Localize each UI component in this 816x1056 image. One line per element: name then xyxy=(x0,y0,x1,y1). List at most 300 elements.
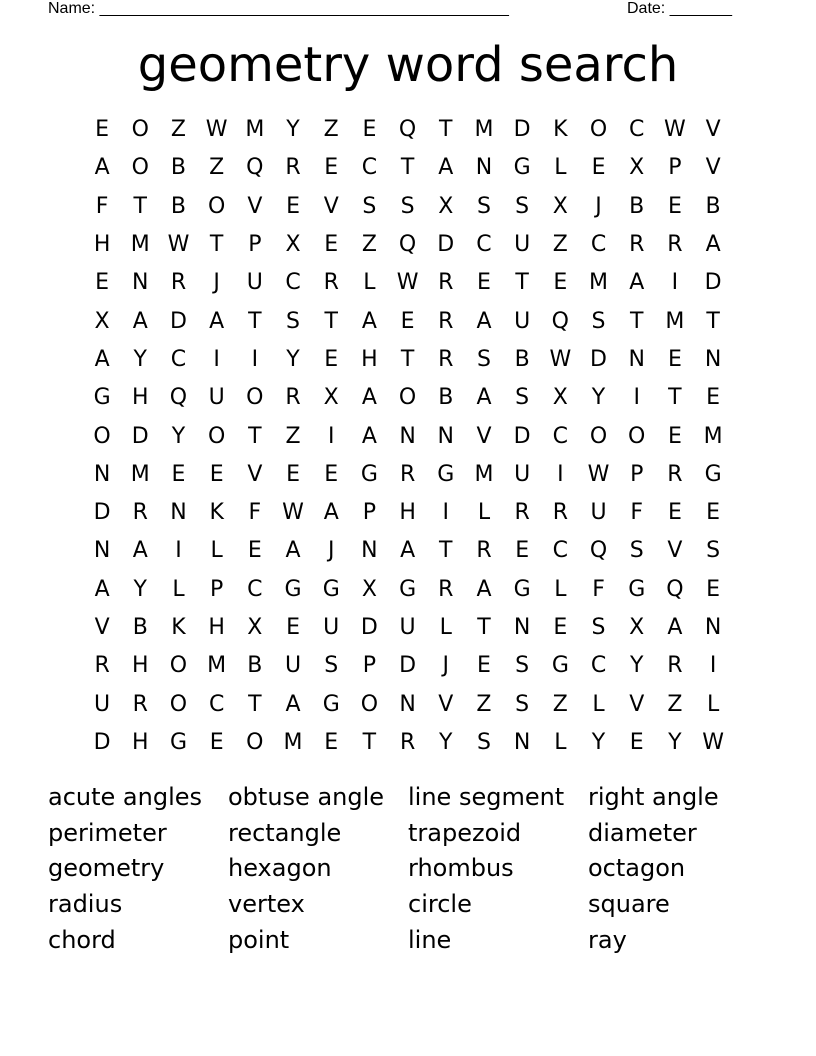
grid-letter[interactable]: M xyxy=(130,232,150,258)
grid-letter[interactable]: H xyxy=(208,615,225,640)
grid-letter[interactable]: S xyxy=(476,346,491,372)
grid-letter[interactable]: G xyxy=(551,653,569,679)
grid-letter[interactable]: N xyxy=(513,729,531,755)
grid-letter[interactable]: Z xyxy=(667,691,683,717)
grid-letter[interactable]: V xyxy=(629,691,645,717)
grid-letter[interactable]: L xyxy=(706,691,720,717)
grid-letter[interactable]: E xyxy=(95,270,110,296)
grid-letter[interactable]: I xyxy=(633,385,640,411)
grid-letter[interactable]: L xyxy=(554,729,567,755)
grid-letter[interactable]: G xyxy=(322,691,340,717)
grid-letter[interactable]: N xyxy=(93,461,111,487)
grid-letter[interactable]: J xyxy=(327,538,335,564)
grid-letter[interactable]: Z xyxy=(552,232,568,258)
grid-letter[interactable]: P xyxy=(630,461,644,487)
grid-letter[interactable]: T xyxy=(324,308,338,334)
grid-letter[interactable]: G xyxy=(704,461,722,487)
grid-letter[interactable]: B xyxy=(170,155,187,181)
grid-letter[interactable]: E xyxy=(95,117,110,143)
grid-letter[interactable]: R xyxy=(514,500,530,526)
grid-letter[interactable]: O xyxy=(169,691,188,717)
grid-letter[interactable]: A xyxy=(667,615,683,640)
grid-letter[interactable]: C xyxy=(208,691,225,717)
grid-letter[interactable]: W xyxy=(587,461,610,487)
grid-letter[interactable]: R xyxy=(94,653,110,679)
grid-letter[interactable]: C xyxy=(590,232,607,258)
grid-letter[interactable]: O xyxy=(131,155,149,181)
grid-letter[interactable]: D xyxy=(513,117,531,143)
grid-letter[interactable]: Z xyxy=(209,155,225,181)
grid-letter[interactable]: O xyxy=(360,691,379,717)
grid-letter[interactable]: Y xyxy=(439,729,453,755)
grid-letter[interactable]: M xyxy=(283,729,303,755)
grid-letter[interactable]: T xyxy=(515,270,529,296)
grid-letter[interactable]: J xyxy=(595,193,602,219)
grid-letter[interactable]: E xyxy=(629,729,644,755)
grid-letter[interactable]: R xyxy=(132,500,148,526)
grid-letter[interactable]: D xyxy=(399,653,417,679)
grid-letter[interactable]: M xyxy=(665,308,685,334)
grid-letter[interactable]: E xyxy=(591,155,606,181)
grid-letter[interactable]: B xyxy=(247,653,263,679)
grid-letter[interactable]: Q xyxy=(589,538,608,564)
grid-letter[interactable]: V xyxy=(705,117,721,143)
grid-letter[interactable]: E xyxy=(171,461,186,487)
grid-letter[interactable]: U xyxy=(208,385,225,411)
grid-letter[interactable]: I xyxy=(709,653,717,679)
word-list-row xyxy=(48,887,788,923)
grid-letter[interactable]: D xyxy=(169,308,187,334)
word-list-item: circle xyxy=(408,890,472,919)
grid-letter[interactable]: E xyxy=(667,346,682,372)
grid-letter[interactable]: R xyxy=(170,270,187,296)
grid-letter[interactable]: N xyxy=(704,346,722,372)
grid-letter[interactable]: Q xyxy=(246,155,264,181)
grid-letter[interactable]: B xyxy=(514,346,530,372)
grid-letter[interactable]: Q xyxy=(666,576,684,602)
grid-letter[interactable]: G xyxy=(322,576,340,602)
grid-letter[interactable]: D xyxy=(437,232,455,258)
grid-letter[interactable]: T xyxy=(439,538,453,564)
grid-letter[interactable]: J xyxy=(442,653,450,679)
grid-letter[interactable]: M xyxy=(245,117,265,143)
grid-letter[interactable]: V xyxy=(705,155,721,181)
grid-letter[interactable]: X xyxy=(438,193,454,219)
grid-letter[interactable]: A xyxy=(94,155,110,181)
grid-letter[interactable]: I xyxy=(327,423,335,449)
grid-letter[interactable]: C xyxy=(629,117,645,143)
grid-letter[interactable]: N xyxy=(399,691,416,717)
grid-letter[interactable]: T xyxy=(706,308,720,334)
grid-letter[interactable]: R xyxy=(285,155,301,181)
grid-letter[interactable]: I xyxy=(213,346,220,372)
grid-letter[interactable]: D xyxy=(704,270,722,296)
grid-letter[interactable]: H xyxy=(93,232,111,258)
grid-letter[interactable]: N xyxy=(437,423,455,449)
grid-letter[interactable]: G xyxy=(284,576,302,602)
grid-letter[interactable]: T xyxy=(477,615,491,640)
grid-letter[interactable]: O xyxy=(628,423,646,449)
grid-letter[interactable]: E xyxy=(324,155,339,181)
grid-letter[interactable]: I xyxy=(251,346,259,372)
grid-letter[interactable]: U xyxy=(514,308,531,334)
grid-letter[interactable]: C xyxy=(285,270,301,296)
grid-letter[interactable]: T xyxy=(439,117,453,143)
grid-letter[interactable]: R xyxy=(438,308,454,334)
grid-letter[interactable]: U xyxy=(246,270,263,296)
grid-letter[interactable]: M xyxy=(130,461,150,487)
grid-letter[interactable]: Q xyxy=(398,232,417,258)
grid-letter[interactable]: Z xyxy=(285,423,301,449)
grid-letter[interactable]: S xyxy=(515,653,530,679)
grid-letter[interactable]: X xyxy=(247,615,263,640)
grid-letter[interactable]: R xyxy=(438,576,454,602)
grid-letter[interactable]: U xyxy=(284,653,302,679)
grid-letter[interactable]: B xyxy=(170,193,187,219)
grid-letter[interactable]: N xyxy=(704,615,722,640)
grid-letter[interactable]: H xyxy=(132,385,149,411)
grid-letter[interactable]: E xyxy=(400,308,415,334)
grid-letter[interactable]: Y xyxy=(133,576,147,602)
grid-letter[interactable]: T xyxy=(629,308,644,334)
grid-letter[interactable]: E xyxy=(667,500,682,526)
grid-letter[interactable]: T xyxy=(248,423,262,449)
grid-letter[interactable]: G xyxy=(93,385,111,411)
grid-letter[interactable]: T xyxy=(209,232,224,258)
grid-letter[interactable]: Y xyxy=(171,423,186,449)
grid-letter[interactable]: D xyxy=(360,615,378,640)
grid-letter[interactable]: A xyxy=(705,232,721,258)
grid-letter[interactable]: Z xyxy=(552,691,568,717)
grid-letter[interactable]: G xyxy=(628,576,646,602)
grid-letter[interactable]: D xyxy=(93,500,111,526)
grid-row xyxy=(83,571,733,609)
grid-letter[interactable]: Z xyxy=(170,117,186,143)
grid-letter[interactable]: R xyxy=(629,232,645,258)
grid-letter[interactable]: C xyxy=(552,538,569,564)
grid-letter[interactable]: O xyxy=(93,423,111,449)
grid-letter[interactable]: A xyxy=(361,423,377,449)
grid-letter[interactable]: A xyxy=(400,538,416,564)
grid-letter[interactable]: U xyxy=(94,691,111,717)
word-list xyxy=(48,780,788,958)
grid-letter[interactable]: R xyxy=(552,500,568,526)
grid-letter[interactable]: P xyxy=(668,155,682,181)
grid-letter[interactable]: A xyxy=(132,308,148,334)
grid-letter[interactable]: P xyxy=(248,232,262,258)
date-field-label[interactable]: Date: _______ xyxy=(627,0,732,17)
grid-letter[interactable]: F xyxy=(630,500,644,526)
grid-letter[interactable]: L xyxy=(554,155,567,181)
grid-letter[interactable]: S xyxy=(286,308,301,334)
grid-letter[interactable]: O xyxy=(169,653,188,679)
grid-letter[interactable]: A xyxy=(94,346,110,372)
grid-letter[interactable]: Y xyxy=(286,117,300,143)
grid-letter[interactable]: N xyxy=(361,538,378,564)
grid-letter[interactable]: T xyxy=(133,193,147,219)
grid-letter[interactable]: B xyxy=(629,193,645,219)
grid-letter[interactable]: G xyxy=(360,461,378,487)
grid-letter[interactable]: L xyxy=(554,576,567,602)
grid-letter[interactable]: X xyxy=(361,576,377,602)
grid-letter[interactable]: E xyxy=(515,538,530,564)
grid-letter[interactable]: E xyxy=(247,538,262,564)
grid-letter[interactable]: S xyxy=(362,193,377,219)
grid-letter[interactable]: Y xyxy=(133,346,147,372)
grid-letter[interactable]: T xyxy=(248,308,262,334)
grid-letter[interactable]: R xyxy=(667,232,683,258)
grid-letter[interactable]: X xyxy=(552,193,568,219)
grid-letter[interactable]: R xyxy=(667,461,683,487)
grid-letter[interactable]: T xyxy=(362,729,377,755)
grid-letter[interactable]: D xyxy=(131,423,149,449)
grid-letter[interactable]: S xyxy=(476,193,491,219)
grid-letter[interactable]: A xyxy=(132,538,148,564)
grid-letter[interactable]: A xyxy=(361,308,377,334)
grid-letter[interactable]: A xyxy=(323,500,339,526)
grid-letter[interactable]: U xyxy=(399,615,416,640)
grid-row xyxy=(83,647,733,685)
grid-letter[interactable]: F xyxy=(248,500,262,526)
grid-letter[interactable]: P xyxy=(362,653,377,679)
grid-letter[interactable]: R xyxy=(323,270,339,296)
grid-letter[interactable]: O xyxy=(589,117,608,143)
grid-letter[interactable]: L xyxy=(363,270,376,296)
grid-letter[interactable]: U xyxy=(590,500,607,526)
grid-letter[interactable]: E xyxy=(324,729,339,755)
grid-letter[interactable]: A xyxy=(285,691,301,717)
grid-letter[interactable]: M xyxy=(207,653,227,679)
grid-letter[interactable]: S xyxy=(591,615,606,640)
grid-letter[interactable]: N xyxy=(399,423,416,449)
grid-letter[interactable]: J xyxy=(213,270,220,296)
grid-letter[interactable]: S xyxy=(706,538,721,564)
grid-letter[interactable]: L xyxy=(210,538,223,564)
grid-letter[interactable]: N xyxy=(93,538,111,564)
grid-letter[interactable]: K xyxy=(553,117,568,143)
grid-letter[interactable]: T xyxy=(400,155,415,181)
grid-letter[interactable]: C xyxy=(552,423,569,449)
grid-letter[interactable]: Y xyxy=(629,653,644,679)
grid-letter[interactable]: Y xyxy=(591,729,606,755)
grid-letter[interactable]: O xyxy=(398,385,417,411)
grid-letter[interactable]: V xyxy=(247,193,263,219)
grid-letter[interactable]: O xyxy=(246,385,264,411)
grid-letter[interactable]: E xyxy=(706,385,721,411)
grid-letter[interactable]: H xyxy=(361,346,378,372)
grid-letter[interactable]: P xyxy=(362,500,377,526)
grid-letter[interactable]: C xyxy=(590,653,607,679)
grid-letter[interactable]: I xyxy=(671,270,679,296)
grid-letter[interactable]: Q xyxy=(551,308,569,334)
grid-letter[interactable]: U xyxy=(323,615,340,640)
word-list-item: octagon xyxy=(588,854,686,883)
grid-letter[interactable]: E xyxy=(477,653,491,679)
grid-letter[interactable]: T xyxy=(400,346,415,372)
grid-letter[interactable]: B xyxy=(132,615,148,640)
grid-letter[interactable]: O xyxy=(589,423,608,449)
grid-letter[interactable]: R xyxy=(476,538,492,564)
grid-letter[interactable]: C xyxy=(476,232,492,258)
grid-letter[interactable]: N xyxy=(513,615,531,640)
grid-letter[interactable]: R xyxy=(438,346,454,372)
grid-letter[interactable]: C xyxy=(361,155,378,181)
grid-letter[interactable]: M xyxy=(703,423,723,449)
grid-letter[interactable]: E xyxy=(209,461,224,487)
grid-letter[interactable]: M xyxy=(474,461,494,487)
grid-letter[interactable]: R xyxy=(438,270,454,296)
grid-letter[interactable]: U xyxy=(514,461,531,487)
grid-letter[interactable]: W xyxy=(282,500,304,526)
grid-letter[interactable]: W xyxy=(702,729,724,755)
grid-letter[interactable]: N xyxy=(170,500,187,526)
grid-letter[interactable]: G xyxy=(169,729,187,755)
grid-letter[interactable]: E xyxy=(553,270,568,296)
grid-letter[interactable]: C xyxy=(247,576,263,602)
grid-letter[interactable]: Q xyxy=(398,117,417,143)
grid-letter[interactable]: V xyxy=(476,423,492,449)
grid-letter[interactable]: A xyxy=(476,576,492,602)
grid-letter[interactable]: S xyxy=(400,193,415,219)
grid-letter[interactable]: A xyxy=(476,308,492,334)
grid-letter[interactable]: X xyxy=(285,232,301,258)
grid-letter[interactable]: L xyxy=(172,576,185,602)
grid-letter[interactable]: X xyxy=(94,308,110,334)
grid-letter[interactable]: A xyxy=(476,385,492,411)
grid-letter[interactable]: X xyxy=(629,615,645,640)
grid-letter[interactable]: E xyxy=(324,346,339,372)
grid-letter[interactable]: K xyxy=(209,500,224,526)
grid-letter[interactable]: W xyxy=(549,346,572,372)
grid-letter[interactable]: R xyxy=(285,385,301,411)
grid-letter[interactable]: Z xyxy=(361,232,377,258)
word-list-item: line xyxy=(408,925,452,954)
grid-letter[interactable]: T xyxy=(668,385,682,411)
grid-letter[interactable]: X xyxy=(323,385,339,411)
grid-letter[interactable]: A xyxy=(361,385,377,411)
grid-letter[interactable]: E xyxy=(324,232,339,258)
grid-letter[interactable]: O xyxy=(131,117,149,143)
grid-letter[interactable]: A xyxy=(629,270,645,296)
grid-letter[interactable]: I xyxy=(442,500,450,526)
grid-letter[interactable]: Y xyxy=(668,729,682,755)
grid-letter[interactable]: O xyxy=(207,193,226,219)
grid-letter[interactable]: S xyxy=(629,538,644,564)
grid-letter[interactable]: L xyxy=(592,691,605,717)
grid-letter[interactable]: X xyxy=(629,155,645,181)
grid-letter[interactable]: Q xyxy=(169,385,188,411)
grid-letter[interactable]: S xyxy=(591,308,606,334)
grid-letter[interactable]: V xyxy=(323,193,339,219)
grid-letter[interactable]: X xyxy=(552,385,568,411)
grid-letter[interactable]: O xyxy=(246,729,264,755)
grid-letter[interactable]: W xyxy=(205,117,228,143)
grid-letter[interactable]: D xyxy=(93,729,111,755)
grid-letter[interactable]: E xyxy=(286,461,300,487)
grid-letter[interactable]: E xyxy=(667,423,682,449)
grid-letter[interactable]: E xyxy=(286,193,300,219)
grid-letter[interactable]: U xyxy=(514,232,531,258)
grid-letter[interactable]: Z xyxy=(323,117,339,143)
grid-letter[interactable]: N xyxy=(628,346,645,372)
grid-letter[interactable]: L xyxy=(439,615,452,640)
grid-letter[interactable]: F xyxy=(592,576,605,602)
grid-letter[interactable]: P xyxy=(210,576,224,602)
grid-letter[interactable]: Y xyxy=(286,346,300,372)
grid-letter[interactable]: O xyxy=(207,423,226,449)
grid-letter[interactable]: Y xyxy=(591,385,606,411)
grid-letter[interactable]: H xyxy=(132,729,149,755)
grid-letter[interactable]: G xyxy=(399,576,417,602)
grid-letter[interactable]: A xyxy=(285,538,301,564)
grid-letter[interactable]: W xyxy=(167,232,190,258)
grid-letter[interactable]: S xyxy=(324,653,339,679)
grid-letter[interactable]: E xyxy=(706,500,721,526)
grid-letter[interactable]: T xyxy=(248,691,262,717)
grid-letter[interactable]: V xyxy=(94,615,110,640)
grid-letter[interactable]: A xyxy=(94,576,110,602)
grid-letter[interactable]: B xyxy=(438,385,454,411)
grid-letter[interactable]: I xyxy=(557,461,564,487)
grid-letter[interactable]: R xyxy=(399,461,416,487)
grid-letter[interactable]: B xyxy=(705,193,721,219)
grid-letter[interactable]: D xyxy=(513,423,531,449)
grid-letter[interactable]: W xyxy=(396,270,419,296)
grid-letter[interactable]: R xyxy=(132,691,148,717)
word-list-item: trapezoid xyxy=(408,818,522,847)
grid-letter[interactable]: E xyxy=(477,270,491,296)
name-field-label[interactable]: Name: ______________________________________________ xyxy=(48,0,509,17)
grid-letter[interactable]: R xyxy=(667,653,683,679)
grid-letter[interactable]: V xyxy=(438,691,454,717)
grid-letter[interactable]: E xyxy=(706,576,721,602)
grid-letter[interactable]: C xyxy=(170,346,187,372)
grid-letter[interactable]: I xyxy=(175,538,182,564)
grid-letter[interactable]: E xyxy=(286,615,300,640)
grid-letter[interactable]: G xyxy=(513,576,531,602)
grid-letter[interactable]: F xyxy=(95,193,109,219)
word-list-row xyxy=(48,816,788,852)
grid-letter[interactable]: E xyxy=(209,729,224,755)
grid-letter[interactable]: K xyxy=(171,615,186,640)
grid-letter[interactable]: V xyxy=(247,461,263,487)
grid-letter[interactable]: H xyxy=(399,500,416,526)
grid-letter[interactable]: S xyxy=(476,729,491,755)
grid-letter[interactable]: E xyxy=(553,615,568,640)
grid-letter[interactable]: R xyxy=(399,729,416,755)
grid-letter[interactable]: E xyxy=(324,461,339,487)
grid-letter[interactable]: E xyxy=(362,117,377,143)
grid-letter[interactable]: Z xyxy=(476,691,492,717)
grid-letter[interactable]: H xyxy=(132,653,149,679)
grid-letter[interactable]: G xyxy=(513,155,531,181)
grid-letter[interactable]: N xyxy=(475,155,493,181)
grid-letter[interactable]: V xyxy=(667,538,683,564)
grid-letter[interactable]: E xyxy=(667,193,682,219)
grid-letter[interactable]: S xyxy=(515,691,530,717)
grid-letter[interactable]: S xyxy=(515,385,530,411)
grid-letter[interactable]: S xyxy=(515,193,530,219)
grid-letter[interactable]: D xyxy=(590,346,607,372)
grid-letter[interactable]: G xyxy=(437,461,455,487)
grid-letter[interactable]: M xyxy=(589,270,609,296)
grid-letter[interactable]: A xyxy=(438,155,454,181)
grid-letter[interactable]: M xyxy=(474,117,494,143)
grid-letter[interactable]: N xyxy=(132,270,149,296)
grid-letter[interactable]: A xyxy=(209,308,225,334)
grid-letter[interactable]: W xyxy=(664,117,686,143)
grid-letter[interactable]: L xyxy=(477,500,491,526)
